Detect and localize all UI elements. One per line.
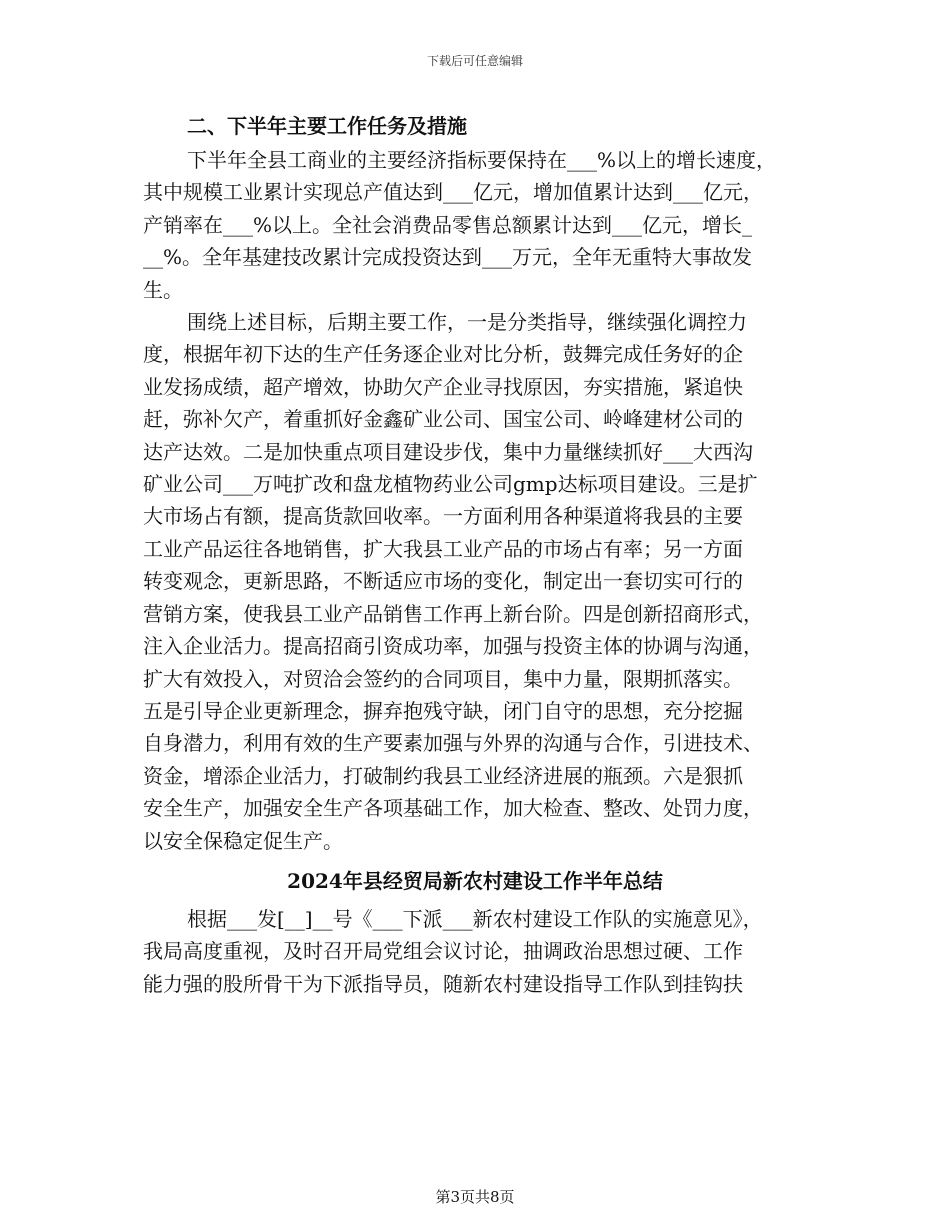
text-line: 营销方案，使我县工业产品销售工作再上新台阶。四是创新招商形式， (143, 601, 763, 626)
text-line: 扩大有效投入，对贸洽会签约的合同项目，集中力量，限期抓落实。 (143, 666, 743, 691)
text-line: 赶，弥补欠产，着重抓好金鑫矿业公司、国宝公司、岭峰建材公司的 (143, 407, 743, 432)
text-line: 能力强的股所骨干为下派指导员，随新农村建设指导工作队到挂钩扶 (143, 971, 743, 996)
text-line: 产销率在___%以上。全社会消费品零售总额累计达到___亿元，增长_ (143, 212, 753, 237)
article-title: 2024年县经贸局新农村建设工作半年总结 (287, 868, 663, 893)
document-body (143, 108, 807, 1000)
text-line: 达产达效。二是加快重点项目建设步伐，集中力量继续抓好___大西沟 (143, 439, 753, 464)
paragraph-measures (143, 306, 807, 857)
text-line: 大市场占有额，提高货款回收率。一方面利用各种渠道将我县的主要 (143, 504, 743, 529)
text-line: 生。 (143, 277, 183, 302)
text-line: 五是引导企业更新理念，摒弃抱残守缺，闭门自守的思想，充分挖掘 (143, 698, 743, 723)
text-line: 以安全保稳定促生产。 (143, 828, 343, 853)
text-line: 其中规模工业累计实现总产值达到___亿元，增加值累计达到___亿元， (143, 180, 763, 205)
text-line: 安全生产，加强安全生产各项基础工作，加大检查、整改、处罚力度， (143, 796, 763, 821)
text-line: 围绕上述目标，后期主要工作，一是分类指导，继续强化调控力 (187, 310, 747, 335)
text-line: 业发扬成绩，超产增效，协助欠产企业寻找原因，夯实措施，紧追快 (143, 374, 743, 399)
text-line: 我局高度重视，及时召开局党组会议讨论，抽调政治思想过硬、工作 (143, 939, 743, 964)
paragraph-targets (143, 144, 807, 306)
text-line: 度，根据年初下达的生产任务逐企业对比分析，鼓舞完成任务好的企 (143, 342, 743, 367)
text-line: 资金，增添企业活力，打破制约我县工业经济进展的瓶颈。六是狠抓 (143, 763, 743, 788)
paragraph-article-intro (143, 903, 807, 1000)
page-header-note: 下载后可任意编辑 (426, 54, 523, 68)
text-line: 根据___发[__]__号《___下派___新农村建设工作队的实施意见》， (187, 906, 763, 931)
text-line: 工业产品运往各地销售，扩大我县工业产品的市场占有率；另一方面 (143, 536, 743, 561)
text-line: 矿业公司___万吨扩改和盘龙植物药业公司gmp达标项目建设。三是扩 (143, 472, 758, 497)
page-number: 第3页共8页 (435, 1188, 515, 1206)
text-line: 转变观念，更新思路，不断适应市场的变化，制定出一套切实可行的 (143, 569, 743, 594)
text-line: __%。全年基建技改累计完成投资达到___万元，全年无重特大事故发 (143, 245, 753, 270)
section-heading: 二、下半年主要工作任务及措施 (187, 114, 467, 138)
text-line: 下半年全县工商业的主要经济指标要保持在___%以上的增长速度， (187, 148, 777, 172)
text-line: 自身潜力，利用有效的生产要素加强与外界的沟通与合作，引进技术、 (143, 731, 763, 756)
text-line: 注入企业活力。提高招商引资成功率，加强与投资主体的协调与沟通， (143, 634, 763, 659)
